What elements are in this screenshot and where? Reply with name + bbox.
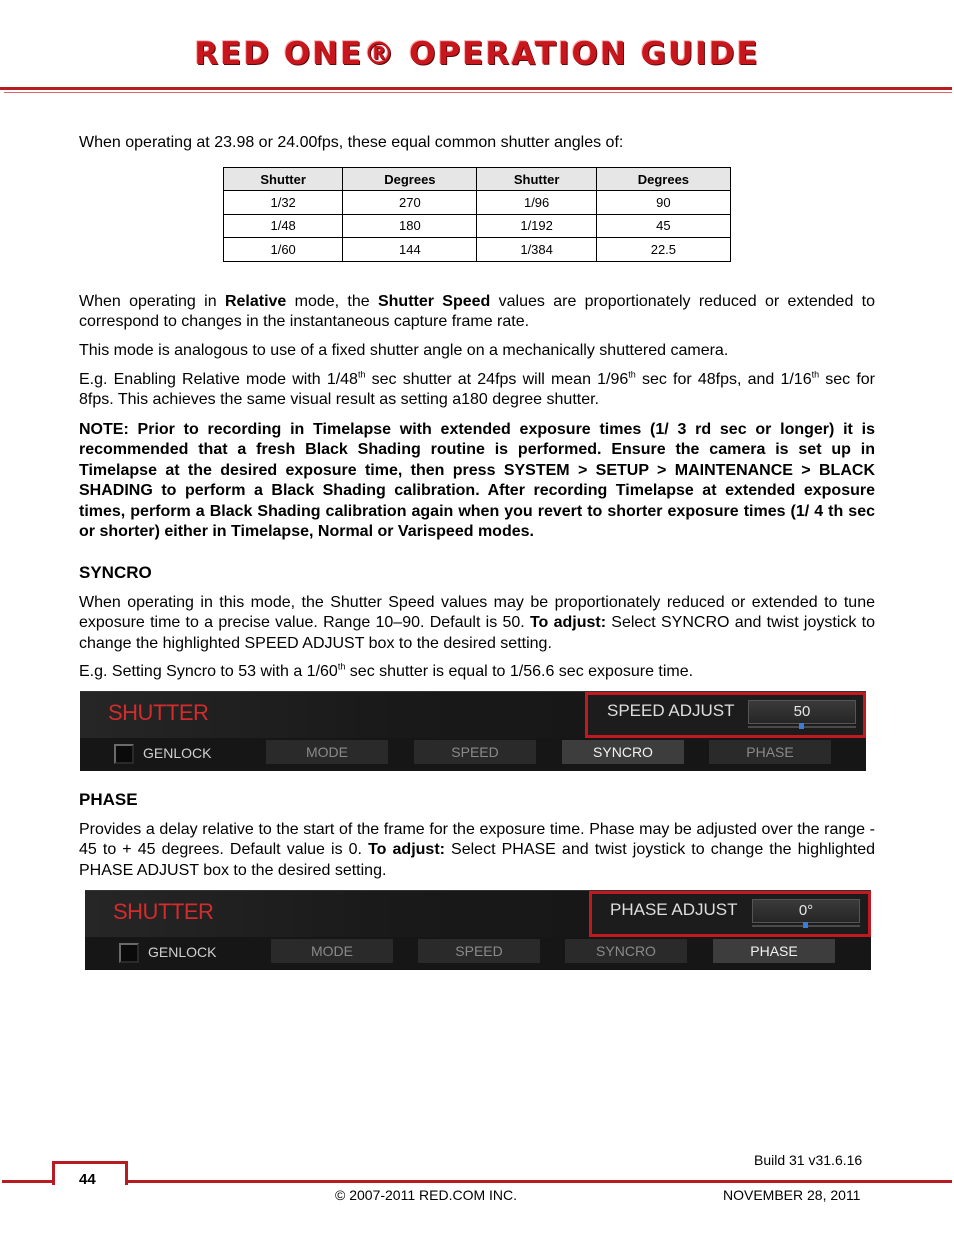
text-run: E.g. Enabling Relative mode with 1/48 xyxy=(79,371,358,388)
text-run: sec for 8fps. This achieves the same visual result as setting a180 degree shutter. xyxy=(79,371,876,409)
table-cell: 1/192 xyxy=(477,214,596,237)
table-cell: 1/96 xyxy=(477,191,596,214)
shutter-angle-table xyxy=(223,167,731,262)
table-row xyxy=(224,238,731,261)
phase-adjust-knob[interactable] xyxy=(803,922,808,928)
relative-example-paragraph xyxy=(79,370,875,411)
footer-rule-right xyxy=(126,1180,952,1183)
tab-mode[interactable]: MODE xyxy=(266,740,388,764)
column-header: Degrees xyxy=(596,168,730,191)
phase-adjust-label: PHASE ADJUST xyxy=(610,900,738,919)
bold-term-to-adjust: To adjust: xyxy=(529,614,607,632)
superscript: th xyxy=(357,369,366,380)
copyright: © 2007-2011 RED.COM INC. xyxy=(335,1187,518,1203)
text-run: When operating in this mode, the Shutter Speed values may be proportionately reduced or extended to tune exposure time to a precise value. Range 10–90. Default is 50. xyxy=(79,594,875,632)
tab-phase[interactable]: PHASE xyxy=(713,939,835,963)
genlock-label: GENLOCK xyxy=(148,944,217,960)
header-rule xyxy=(0,87,952,90)
text-run: sec shutter at 24fps will mean 1/96 xyxy=(365,371,629,388)
table-header-row xyxy=(224,168,731,191)
table-cell: 90 xyxy=(596,191,730,214)
table-cell: 22.5 xyxy=(596,238,730,261)
table-cell: 1/32 xyxy=(224,191,343,214)
note-paragraph: NOTE: Prior to recording in Timelapse with extended exposure times (1/ 3 rd sec or longer) it is recommended that a fresh Black Shading routine is performed. Ensure the camera is set up in Timelapse at the desired exposure time, then press SYSTEM > SETUP > MAINTENANCE > BLACK SHADING to perform a Black Shading calibration. After recording Timelapse at extended exposure times, perform a Black Shading calibration again when you revert to shorter exposure times (1/ 4 th sec or shorter) either in Timelapse, Normal or Varispeed modes. xyxy=(79,421,875,541)
header-rule-thin xyxy=(4,92,952,93)
text-run: sec for 48fps, and 1/16 xyxy=(635,371,812,388)
tab-mode[interactable]: MODE xyxy=(271,939,393,963)
tab-syncro[interactable]: SYNCRO xyxy=(562,740,684,764)
genlock-checkbox[interactable] xyxy=(114,744,134,764)
column-header: Shutter xyxy=(477,168,596,191)
tab-phase[interactable]: PHASE xyxy=(709,740,831,764)
build-version: Build 31 v31.6.16 xyxy=(754,1152,863,1168)
publication-date: NOVEMBER 28, 2011 xyxy=(723,1187,861,1203)
syncro-heading: SYNCRO xyxy=(79,563,152,582)
bold-term-shutter-speed: Shutter Speed xyxy=(377,293,491,310)
table-cell: 1/60 xyxy=(224,238,343,261)
relative-paragraph xyxy=(79,292,875,333)
table-row xyxy=(224,191,731,214)
speed-adjust-value[interactable]: 50 xyxy=(748,700,856,724)
table-cell: 180 xyxy=(343,214,477,237)
text-run: values are proportionately reduced or extended to correspond to changes in the instantaneous capture frame rate. xyxy=(79,293,876,331)
column-header: Degrees xyxy=(343,168,477,191)
analogous-paragraph: This mode is analogous to use of a fixed shutter angle on a mechanically shuttered camera. xyxy=(79,342,729,359)
table-cell: 1/384 xyxy=(477,238,596,261)
page-number: 44 xyxy=(79,1171,96,1188)
table-cell: 1/48 xyxy=(224,214,343,237)
table-cell: 270 xyxy=(343,191,477,214)
text-run: When operating in xyxy=(79,293,225,310)
column-header: Shutter xyxy=(224,168,343,191)
syncro-example-paragraph xyxy=(79,662,875,682)
bold-term-relative: Relative xyxy=(224,293,287,310)
superscript: th xyxy=(811,369,820,380)
page-header-title: RED ONE® OPERATION GUIDE xyxy=(194,36,760,72)
genlock-label: GENLOCK xyxy=(143,745,212,761)
text-run: Select SYNCRO and twist joystick to change the highlighted SPEED ADJUST box to the desired setting. xyxy=(79,614,875,652)
text-run: mode, the xyxy=(286,293,378,310)
tab-syncro[interactable]: SYNCRO xyxy=(565,939,687,963)
tab-speed[interactable]: SPEED xyxy=(418,939,540,963)
phase-adjust-value[interactable]: 0° xyxy=(752,899,860,923)
text-run: Provides a delay relative to the start of the frame for the exposure time. Phase may be adjusted over the range - 45 to + 45 degrees. Default value is 0. xyxy=(79,821,875,859)
text-run: sec shutter is equal to 1/56.6 sec exposure time. xyxy=(345,663,694,680)
text-run: Select PHASE and twist joystick to change the highlighted PHASE ADJUST box to the desired setting. xyxy=(79,841,876,879)
phase-heading: PHASE xyxy=(79,790,138,809)
shutter-syncro-screenshot xyxy=(80,691,866,770)
superscript: th xyxy=(337,661,346,672)
genlock-checkbox[interactable] xyxy=(119,943,139,963)
table-row xyxy=(224,214,731,237)
bold-term-to-adjust: To adjust: xyxy=(368,841,445,859)
shutter-phase-screenshot xyxy=(85,890,871,969)
intro-paragraph: When operating at 23.98 or 24.00fps, these equal common shutter angles of: xyxy=(79,134,624,151)
superscript: th xyxy=(628,369,636,380)
panel-title: SHUTTER xyxy=(108,700,209,725)
table-cell: 45 xyxy=(596,214,730,237)
speed-adjust-knob[interactable] xyxy=(799,723,804,729)
syncro-paragraph xyxy=(79,593,875,654)
footer-rule-left xyxy=(2,1180,54,1183)
tab-speed[interactable]: SPEED xyxy=(414,740,536,764)
phase-paragraph xyxy=(79,820,875,881)
panel-title: SHUTTER xyxy=(113,899,214,924)
speed-adjust-label: SPEED ADJUST xyxy=(607,701,735,720)
text-run: E.g. Setting Syncro to 53 with a 1/60 xyxy=(79,663,338,680)
table-cell: 144 xyxy=(343,238,477,261)
